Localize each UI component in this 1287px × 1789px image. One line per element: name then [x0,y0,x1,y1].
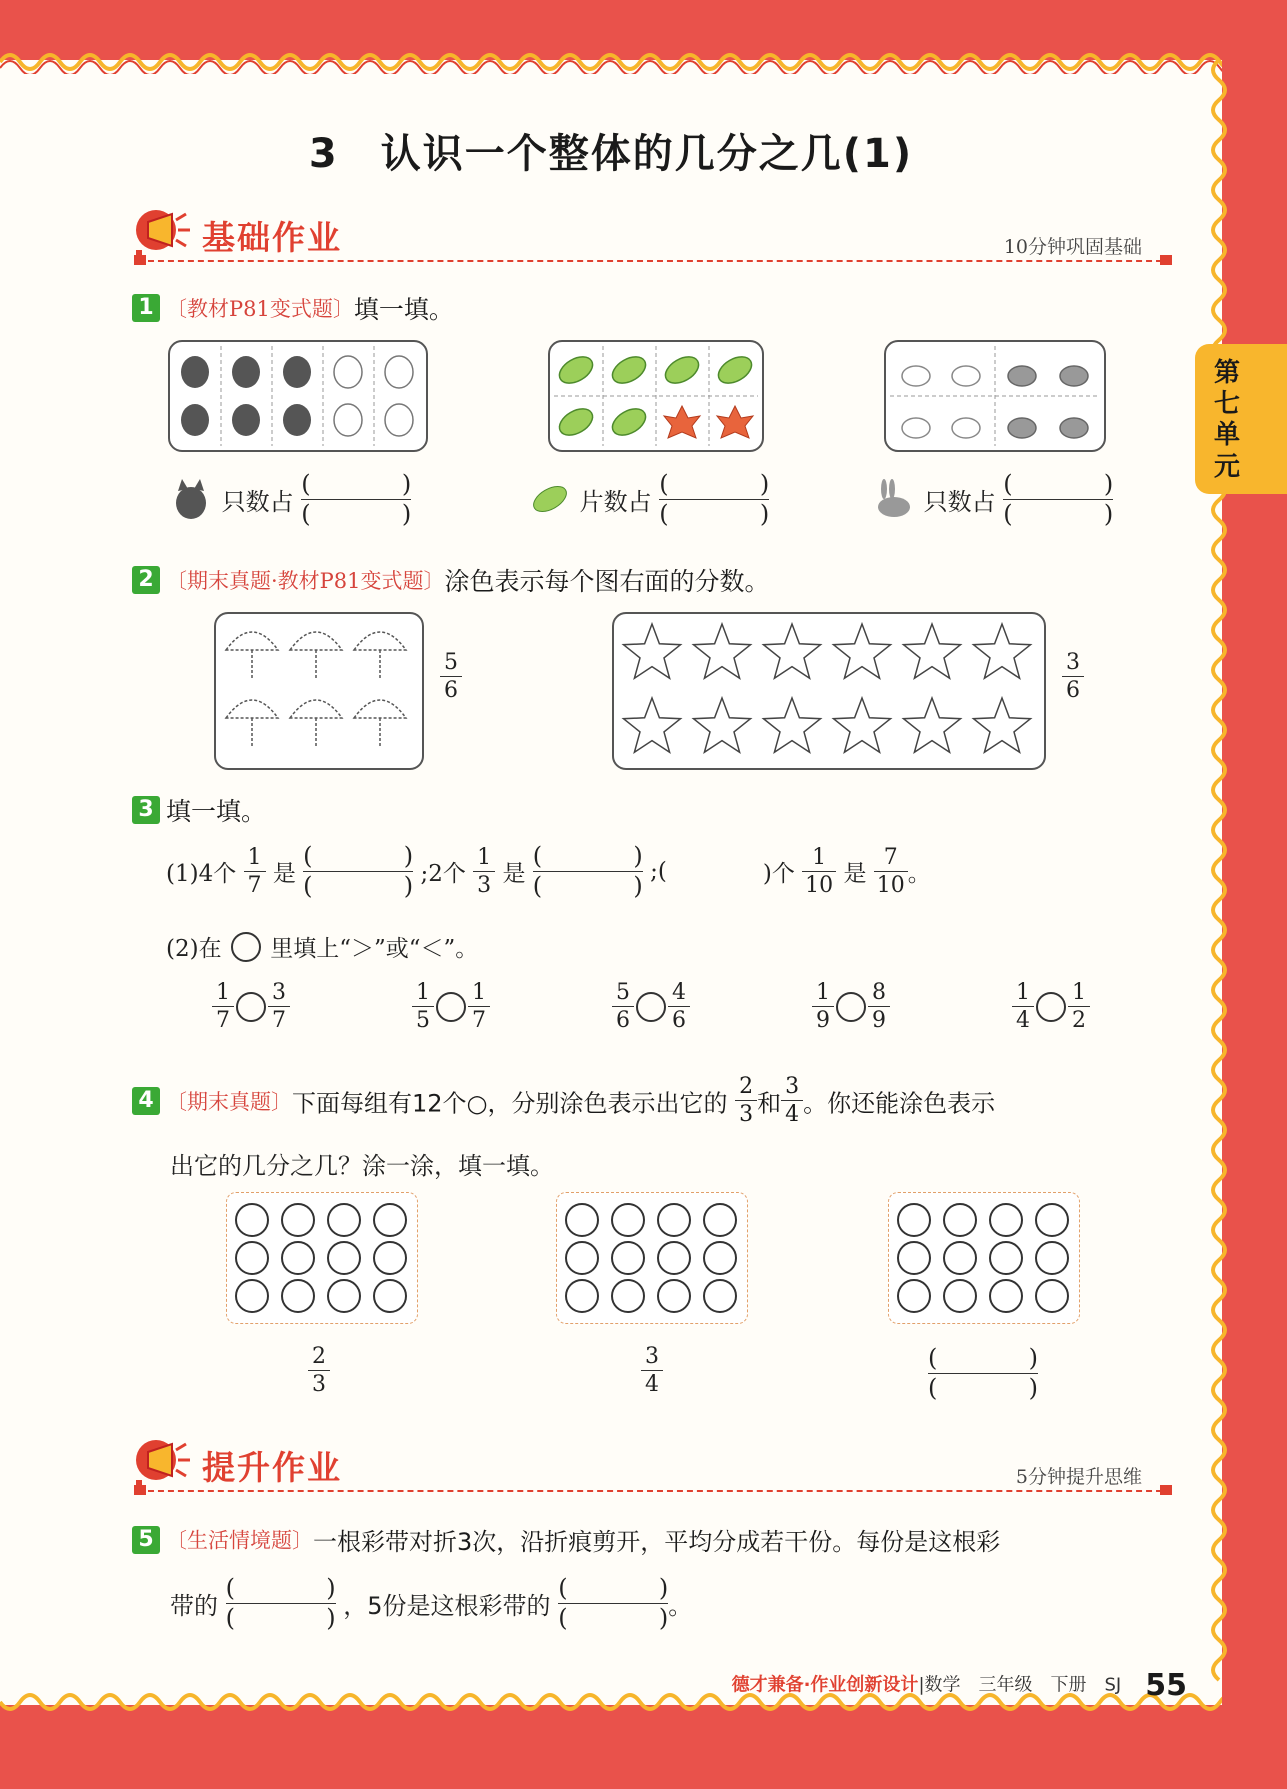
q1-rabbits-answer [870,470,1113,529]
circle-icon[interactable] [897,1279,931,1313]
circle-icon[interactable] [1035,1203,1069,1237]
fraction-numerator: 2 [312,1344,326,1369]
page-number: 55 [1145,1668,1187,1703]
fraction-numerator: 3 [785,1074,800,1099]
question-1-number: 1 [132,294,160,322]
fraction-numerator: 3 [1066,650,1080,675]
footer-brand: 德才兼备·作业创新设计 [731,1674,919,1696]
question-4-number: 4 [132,1087,160,1115]
question-2-number: 2 [132,566,160,594]
question-2-text: 涂色表示每个图右面的分数。 [444,567,770,596]
paren-open: ( [928,1373,938,1402]
paren-close: ) [658,1574,669,1602]
starfish-icon[interactable] [764,698,821,752]
paren-close: ) [401,499,412,528]
starfish-icon[interactable] [624,698,681,752]
fraction-denominator: 4 [645,1372,659,1398]
circle-icon[interactable] [703,1241,737,1275]
question-2-header [132,562,770,598]
rule-end-mark [1160,255,1172,265]
fraction-denominator: 4 [1016,1008,1030,1034]
question-3-text: 填一填。 [166,797,267,826]
starfish-icon[interactable] [974,624,1031,678]
fraction-denominator: 7 [472,1008,486,1034]
circle-icon[interactable] [565,1241,599,1275]
paren-open: ( [659,499,669,528]
question-4-line2: 出它的几分之几？涂一涂，填一填。 [170,1152,554,1180]
fraction-denominator: 3 [312,1372,326,1398]
fraction-denominator: 4 [785,1102,800,1128]
paren-open: ( [303,871,313,900]
paren-open: ( [225,1603,236,1632]
q5-blank-1[interactable] [226,1574,336,1633]
paren-open: ( [532,871,543,900]
paren-close: ) [1103,470,1114,498]
cats-picture-box [168,340,428,452]
q3-part2-prefix: (2)在 [166,936,222,962]
q1-rabbits-label: 只数占 [923,487,996,516]
paren-close: ) [759,499,770,528]
paren-close: ) [1103,499,1114,528]
page-footer [732,1668,1187,1703]
q1-leaves-label: 片数占 [579,487,652,516]
umbrellas-picture-box[interactable] [214,612,424,770]
question-4-and: 和 [757,1089,782,1118]
q4-answer-2 [641,1344,663,1398]
leaves-picture-box [548,340,764,452]
circle-icon[interactable] [373,1241,407,1275]
paren-close: ) [1028,1373,1038,1402]
fraction-numerator: 2 [739,1074,754,1099]
fraction-numerator: 1 [477,844,492,870]
question-5-number: 5 [132,1526,160,1554]
fraction-numerator: 1 [1072,980,1086,1005]
q4-answer-3-blank[interactable] [928,1344,1038,1403]
q1-cats-label: 只数占 [221,487,294,516]
unit-side-tab[interactable] [1195,344,1287,494]
fraction-denominator: 6 [444,678,458,704]
q3-part1-end: 。 [907,860,931,887]
compare-input-1[interactable] [236,992,266,1022]
q5-blank-2[interactable] [558,1574,668,1633]
paren-close: ) [633,871,643,900]
compare-input-5[interactable] [1036,992,1066,1022]
compare-input-4[interactable] [836,992,866,1022]
rule-end-mark [1160,1485,1172,1495]
section-header-advanced [128,1436,1172,1506]
fraction-denominator: 6 [1066,678,1080,704]
starfish-icon[interactable] [694,698,751,752]
starfish-picture-box[interactable] [612,612,1046,770]
question-5-line2 [170,1574,692,1633]
circle-icon[interactable] [897,1203,931,1237]
circle-icon[interactable] [235,1241,269,1275]
circle-icon[interactable] [657,1203,691,1237]
cats-picture [170,342,426,450]
section-basic-label: 基础作业 [202,218,342,257]
circle-icon[interactable] [657,1279,691,1313]
compare-circle-icon [231,932,261,962]
question-4-text-b: 。你还能涂色表示 [803,1089,996,1118]
paren-close: ) [326,1574,336,1602]
paren-close: ) [401,470,412,498]
section-basic-note: 10分钟巩固基础 [1003,236,1142,258]
circle-icon[interactable] [897,1241,931,1275]
paren-close: ) [403,842,414,870]
starfish-icon[interactable] [624,624,681,678]
fraction-numerator: 1 [812,844,827,870]
circle-group-2 [556,1192,748,1324]
circle-icon[interactable] [235,1203,269,1237]
fraction-denominator: 2 [1072,1008,1086,1034]
fraction-numerator: 1 [1016,980,1030,1005]
circle-group-3 [888,1192,1080,1324]
fraction-denominator: 5 [416,1008,430,1034]
section-basic-rule [138,260,1172,262]
compare-input-2[interactable] [436,992,466,1022]
paren-open: ( [928,1344,938,1372]
starfish-icon[interactable] [764,624,821,678]
circle-icon[interactable] [281,1203,315,1237]
question-5-line2-c: 。 [668,1591,693,1620]
q3-part1-b-blank[interactable] [533,842,643,901]
paren-close: ) [633,842,643,870]
circle-icon[interactable] [611,1241,645,1275]
circle-icon[interactable] [989,1203,1023,1237]
fraction-numerator: 5 [444,650,458,675]
question-2-tag: 〔期末真题·教材P81变式题〕 [166,569,445,593]
fraction-denominator: 10 [805,872,834,898]
rabbit-icon [870,477,916,521]
circle-icon[interactable] [703,1203,737,1237]
circle-icon[interactable] [373,1279,407,1313]
section-advanced-note: 5分钟提升思维 [1015,1466,1142,1488]
circle-icon[interactable] [989,1241,1023,1275]
paren-open: ( [303,842,313,870]
circle-icon[interactable] [1035,1241,1069,1275]
q2-star-fraction [1062,650,1084,704]
fraction-denominator: 9 [872,1008,886,1034]
paren-open: ( [301,470,311,498]
umbrellas-picture[interactable] [216,614,422,768]
question-3-header [132,792,266,828]
circle-icon[interactable] [327,1241,361,1275]
rule-start-mark [134,1485,146,1495]
q3-part1-a-is: 是 [272,860,296,887]
q3-part1-b-is: 是 [502,860,526,887]
compare-item-2 [412,980,490,1034]
q3-part1 [166,842,931,901]
q1-leaves-blank-fraction[interactable] [659,470,769,529]
circle-icon[interactable] [943,1241,977,1275]
circle-icon[interactable] [235,1279,269,1313]
q1-cats-blank-fraction[interactable] [301,470,411,529]
q4-answer-1 [308,1344,330,1398]
circle-icon[interactable] [657,1241,691,1275]
q3-part1-c-is: 是 [843,860,867,887]
q1-cats-answer [168,470,411,529]
paren-close: ) [759,470,770,498]
starfish-icon[interactable] [834,698,891,752]
fraction-numerator: 5 [616,980,630,1005]
question-5-text: 一根彩带对折3次，沿折痕剪开，平均分成若干份。每份是这根彩 [313,1528,1001,1556]
q3-part1-sep1: ;2个 [420,860,466,887]
circle-icon[interactable] [327,1203,361,1237]
fraction-numerator: 7 [883,844,898,870]
fraction-numerator: 1 [472,980,486,1005]
starfish-picture[interactable] [614,614,1044,768]
fraction-denominator: 7 [247,872,262,898]
question-5-header [132,1522,1000,1557]
circle-icon[interactable] [943,1279,977,1313]
fraction-numerator: 8 [872,980,886,1005]
paren-close: ) [403,871,414,900]
question-1-text: 填一填。 [353,295,454,324]
paren-open: ( [1003,470,1013,498]
q3-part2-instruction [166,930,478,963]
paren-open: ( [558,1603,568,1632]
q3-part1-a-blank[interactable] [303,842,413,901]
q1-rabbits-blank-fraction[interactable] [1003,470,1113,529]
paren-close: ) [326,1603,336,1632]
question-5-line2-b: ，5份是这根彩带的 [343,1591,551,1620]
compare-item-4 [812,980,890,1034]
fraction-numerator: 3 [645,1344,659,1369]
q1-leaves-answer [526,470,769,529]
compare-item-3 [612,980,690,1034]
fraction-denominator: 6 [616,1008,630,1034]
paren-open: ( [558,1574,568,1602]
compare-item-5 [1012,980,1090,1034]
starfish-icon[interactable] [904,624,961,678]
circle-icon[interactable] [989,1279,1023,1313]
circle-icon[interactable] [1035,1279,1069,1313]
section-advanced-label: 提升作业 [202,1448,342,1487]
compare-input-3[interactable] [636,992,666,1022]
q3-part1-c-mid: )个 [762,860,795,887]
section-advanced-rule [138,1490,1172,1492]
fraction-numerator: 1 [216,980,230,1005]
circle-icon[interactable] [327,1279,361,1313]
cat-icon [168,477,214,521]
question-5-line2-a: 带的 [170,1591,218,1620]
paren-close: ) [1028,1344,1038,1372]
question-4-tag: 〔期末真题〕 [166,1089,292,1114]
fraction-denominator: 3 [477,872,492,898]
circle-icon[interactable] [611,1203,645,1237]
leaf-icon [526,477,572,521]
paren-open: ( [659,470,669,498]
paren-open: ( [532,842,543,870]
fraction-denominator: 10 [876,872,905,898]
fraction-numerator: 1 [416,980,430,1005]
paren-open: ( [1003,499,1013,528]
q3-part2-suffix: 里填上“＞”或“＜”。 [270,936,479,962]
fraction-denominator: 7 [216,1008,230,1034]
leaves-picture [550,342,762,450]
question-4-header [132,1074,995,1128]
fraction-numerator: 1 [247,844,262,870]
starfish-icon[interactable] [904,698,961,752]
q3-part1-sep2: ;( [650,858,667,885]
circle-icon[interactable] [611,1279,645,1313]
fraction-numerator: 1 [816,980,830,1005]
question-5-tag: 〔生活情境题〕 [166,1528,313,1553]
fraction-denominator: 7 [272,1008,286,1034]
circle-icon[interactable] [703,1279,737,1313]
circle-icon[interactable] [565,1279,599,1313]
compare-item-1 [212,980,290,1034]
question-3-number: 3 [132,796,160,824]
question-4-text-a: 下面每组有12个○，分别涂色表示出它的 [292,1089,728,1118]
q3-part1-a-prefix: (1)4个 [166,860,237,887]
circle-icon[interactable] [281,1279,315,1313]
footer-info: |数学 三年级 下册 SJ [918,1674,1122,1696]
paren-open: ( [301,499,311,528]
circle-icon[interactable] [373,1203,407,1237]
fraction-denominator: 9 [816,1008,830,1034]
circle-icon[interactable] [565,1203,599,1237]
unit-side-tab-label: 第七单元 [1213,358,1240,482]
question-1-tag: 〔教材P81变式题〕 [166,297,354,321]
circle-group-1 [226,1192,418,1324]
paren-close: ) [658,1603,669,1632]
starfish-icon[interactable] [834,624,891,678]
rule-start-mark [134,255,146,265]
q2-umbrella-fraction [440,650,462,704]
starfish-icon[interactable] [694,624,751,678]
fraction-denominator: 6 [672,1008,686,1034]
starfish-icon[interactable] [974,698,1031,752]
fraction-numerator: 3 [272,980,286,1005]
rabbits-picture [886,342,1104,450]
circle-icon[interactable] [281,1241,315,1275]
fraction-denominator: 3 [739,1102,754,1128]
page-title: 3 认识一个整体的几分之几(1) [308,131,914,177]
section-header-basic [128,206,1172,276]
fraction-numerator: 4 [672,980,686,1005]
question-1-header [132,290,454,326]
rabbits-picture-box [884,340,1106,452]
paren-open: ( [225,1574,236,1602]
circle-icon[interactable] [943,1203,977,1237]
